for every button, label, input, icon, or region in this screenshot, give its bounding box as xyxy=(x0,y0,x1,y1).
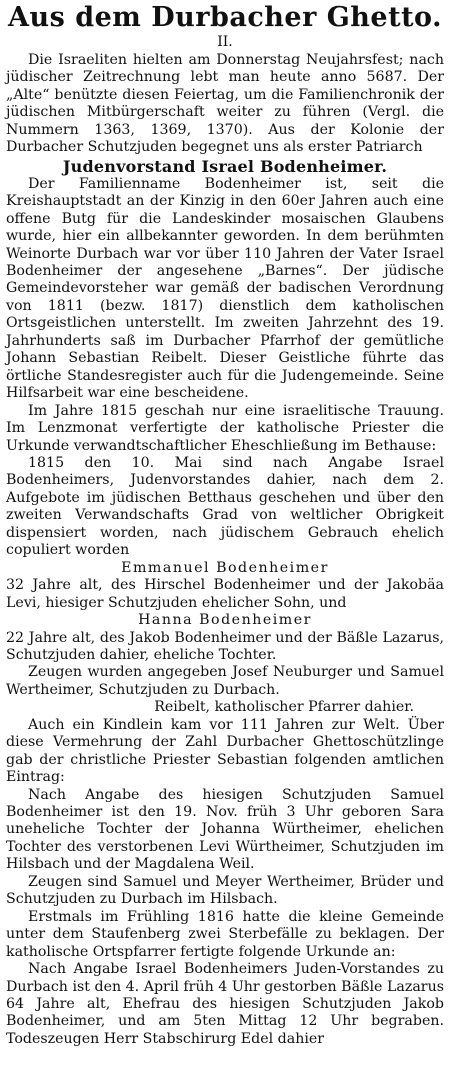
article-title: Aus dem Durbacher Ghetto. xyxy=(8,2,442,33)
paragraph-family: Der Familienname Bodenheimer ist, seit die Kreishauptstadt an der Kinzig in den 60er Jahren auch eine offene Butg für die Landeskinder mosaischen Glaubens wurde, hier ein allbekannter geworden. In dem berühmten Weinorte Durbach war vor über 110 Jahren der Vater Israel Bodenheimer der angesehene „Barnes“. Der jüdische Gemeindevorsteher war gemäß der badischen Verordnung von 1811 (bezw. 1817) dienstlich dem katholischen Ortsgeistlichen unterstellt. Im zweiten Jahrzehnt des 19. Jahrhunderts saß im Durbacher Pfarrhof der gemütliche Johann Sebastian Reibelt. Dieser Geistliche führte das örtliche Standesregister auch für die Judengemeinde. Seine Hilfsarbeit war eine bescheidene. xyxy=(6,175,444,402)
name-groom: Emmanuel Bodenheimer xyxy=(121,559,329,576)
record-birth: Nach Angabe des hiesigen Schutzjuden Samuel Bodenheimer ist den 19. Nov. früh 3 Uhr geboren Sara uneheliche Tochter der Johanna Würtheimer, ehelichen Tochter des verstorbenen Levi Würtheimer, Schutzjuden im Hilsbach und der Magdalena Weil. xyxy=(6,786,444,873)
paragraph-birth-intro: Auch ein Kindlein kam vor 111 Jahren zur Welt. Über diese Vermehrung der Zahl Durbacher Ghettoschützlinge gab der christliche Priester Sebastian folgenden amtlichen Eintrag: xyxy=(6,716,444,786)
record-bride-details: 22 Jahre alt, des Jakob Bodenheimer und der Bäßle Lazarus, Schutzjuden dahier, eheliche Tochter. xyxy=(6,629,444,663)
paragraph-intro: Die Israeliten hielten am Donnerstag Neujahrsfest; nach jüdischer Zeitrechnung lebt man heute anno 5687. Der „Alte“ benützte diesen Feiertag, um die Familienchronik der jüdischen Mitbürgerschaft weiter zu führen (Vergl. die Nummern 1363, 1369, 1370). Aus der Kolonie der Durbacher Schutzjuden begegnet uns als erster Patriarch xyxy=(6,52,444,156)
name-bride: Hanna Bodenheimer xyxy=(138,612,312,629)
paragraph-death-intro: Erstmals im Frühling 1816 hatte die kleine Gemeinde unter dem Staufenberg zwei Sterbefälle zu beklagen. Der katholische Ortspfarrer fertigte folgende Urkunde an: xyxy=(6,908,444,960)
record-marriage: 1815 den 10. Mai sind nach Angabe Israel Bodenheimers, Judenvorstandes dahier, nach dem 2. Aufgebote im jüdischen Betthaus geschehen und über den zweiten Verwandschafts Grad von weltlicher Obrigkeit dispensiert worden, nach jüdischem Gebrauch ehelich copuliert worden xyxy=(6,454,444,559)
record-birth-witnesses: Zeugen sind Samuel und Meyer Wertheimer, Brüder und Schutzjuden zu Durbach im Hilsbach. xyxy=(6,873,444,908)
record-groom-details: 32 Jahre alt, des Hirschel Bodenheimer und der Jakobäa Levi, hiesiger Schutzjuden ehelicher Sohn, und xyxy=(6,577,444,611)
section-heading: Judenvorstand Israel Bodenheimer. xyxy=(62,156,388,176)
record-witnesses: Zeugen wurden angegeben Josef Neuburger und Samuel Wertheimer, Schutzjuden zu Durbach. xyxy=(6,664,444,698)
record-death: Nach Angabe Israel Bodenheimers Juden-Vorstandes zu Durbach ist den 4. April früh 4 Uhr gestorben Bäßle Lazarus 64 Jahre alt, Ehefrau des hiesigen Schutzjuden Jakob Bodenheimer, und am 5ten Mittag 12 Uhr begraben. Todeszeugen Herr Stabschirurg Edel dahier xyxy=(6,961,444,1047)
paragraph-wedding-intro: Im Jahre 1815 geschah nur eine israelitische Trauung. Im Lenzmonat verfertigte der katholische Priester die Urkunde verwandtschaftlicher Eheschließung im Bethause: xyxy=(6,402,444,454)
part-number: II. xyxy=(217,34,233,50)
signature-priest: Reibelt, katholischer Pfarrer dahier. xyxy=(154,699,414,716)
